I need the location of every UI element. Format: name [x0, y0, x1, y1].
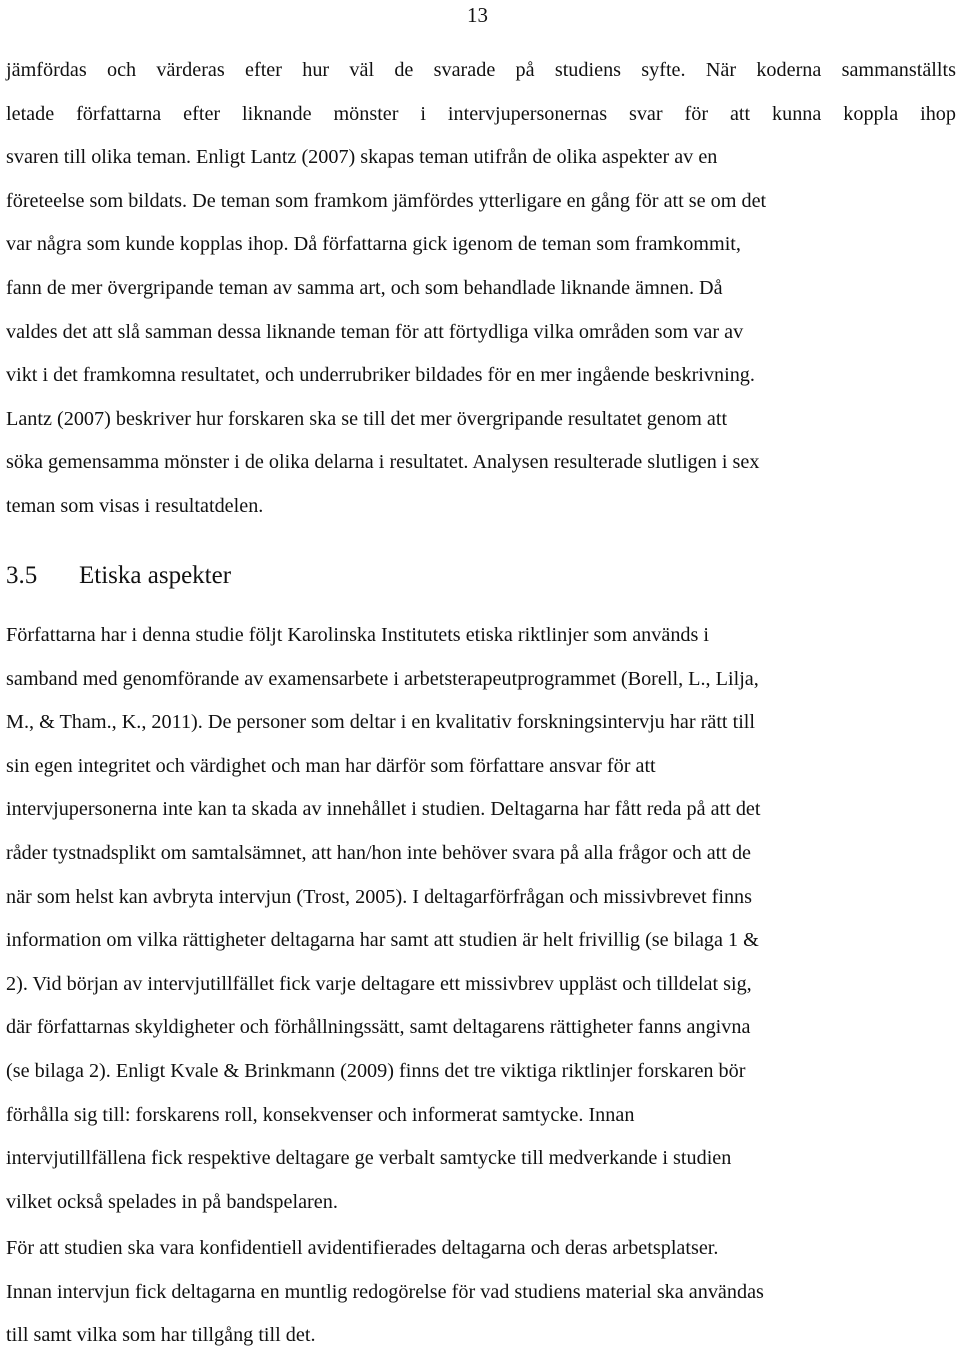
text-line: För att studien ska vara konfidentiell avidentifierades deltagarna och deras arbetsplatser. — [6, 1237, 719, 1259]
text-line: var några som kunde kopplas ihop. Då författarna gick igenom de teman som framkommit, — [6, 233, 741, 256]
text-line: M., & Tham., K., 2011). De personer som deltar i en kvalitativ forskningsintervju har rätt till — [6, 711, 756, 734]
text-line: letade författarna efter liknande mönster i intervjupersonernas svar för att kunna koppla ihop — [6, 102, 956, 125]
text-line: vilket också spelades in på bandspelaren. — [6, 1190, 338, 1213]
text-line: där författarnas skyldigheter och förhållningssätt, samt deltagarens rättigheter fanns angivna — [6, 1016, 751, 1039]
page-number: 13 — [467, 3, 488, 27]
text-line: fann de mer övergripande teman av samma art, och som behandlade liknande ämnen. Då — [6, 276, 723, 299]
section-heading — [6, 556, 231, 596]
text-line: jämfördas och värderas efter hur väl de svarade på studiens syfte. När koderna sammanställts — [6, 59, 956, 81]
text-line: teman som visas i resultatdelen. — [6, 494, 264, 517]
text-line: (se bilaga 2). Enligt Kvale & Brinkmann (2009) finns det tre viktiga riktlinjer forskaren bör — [6, 1059, 746, 1082]
text-line: söka gemensamma mönster i de olika delarna i resultatet. Analysen resulterade slutligen i sex — [6, 451, 760, 474]
paragraph-confidentiality — [6, 1227, 956, 1358]
text-line: Författarna har i denna studie följt Karolinska Institutets etiska riktlinjer som används i — [6, 624, 710, 646]
text-line: råder tystnadsplikt om samtalsämnet, att han/hon inte behöver svara på alla frågor och att de — [6, 841, 752, 864]
paragraph-analysis — [6, 49, 956, 529]
text-line: 2). Vid början av intervjutillfället fick varje deltagare ett missivbrev uppläst och tilldelat sig, — [6, 972, 752, 995]
text-line: sin egen integritet och värdighet och man har därför som författare ansvar för att — [6, 754, 656, 777]
text-line: till samt vilka som har tillgång till det. — [6, 1324, 316, 1347]
text-line: svaren till olika teman. Enligt Lantz (2007) skapas teman utifrån de olika aspekter av en — [6, 146, 718, 169]
text-line: information om vilka rättigheter deltagarna har samt att studien är helt frivillig (se bilaga 1 & — [6, 929, 759, 952]
text-line: vikt i det framkomna resultatet, och underrubriker bildades för en mer ingående beskrivning. — [6, 364, 755, 387]
text-line: samband med genomförande av examensarbete i arbetsterapeutprogrammet (Borell, L., Lilja, — [6, 667, 759, 690]
text-line: förhålla sig till: forskarens roll, konsekvenser och informerat samtycke. Innan — [6, 1103, 635, 1126]
text-line: när som helst kan avbryta intervjun (Trost, 2005). I deltagarförfrågan och missivbrevet finns — [6, 885, 753, 908]
text-line: Innan intervjun fick deltagarna en muntlig redogörelse för vad studiens material ska användas — [6, 1280, 764, 1303]
section-number: 3.5 — [6, 562, 38, 589]
text-line: Lantz (2007) beskriver hur forskaren ska se till det mer övergripande resultatet genom att — [6, 407, 728, 430]
text-line: valdes det att slå samman dessa liknande teman för att förtydliga vilka områden som var av — [6, 320, 744, 343]
text-line: intervjupersonerna inte kan ta skada av innehållet i studien. Deltagarna har fått reda på att det — [6, 798, 761, 821]
text-line: företeelse som bildats. De teman som framkom jämfördes ytterligare en gång för att se om det — [6, 189, 767, 212]
paragraph-ethics — [6, 614, 956, 1224]
section-title: Etiska aspekter — [79, 562, 232, 589]
text-line: intervjutillfällena fick respektive deltagare ge verbalt samtycke till medverkande i studien — [6, 1147, 732, 1170]
